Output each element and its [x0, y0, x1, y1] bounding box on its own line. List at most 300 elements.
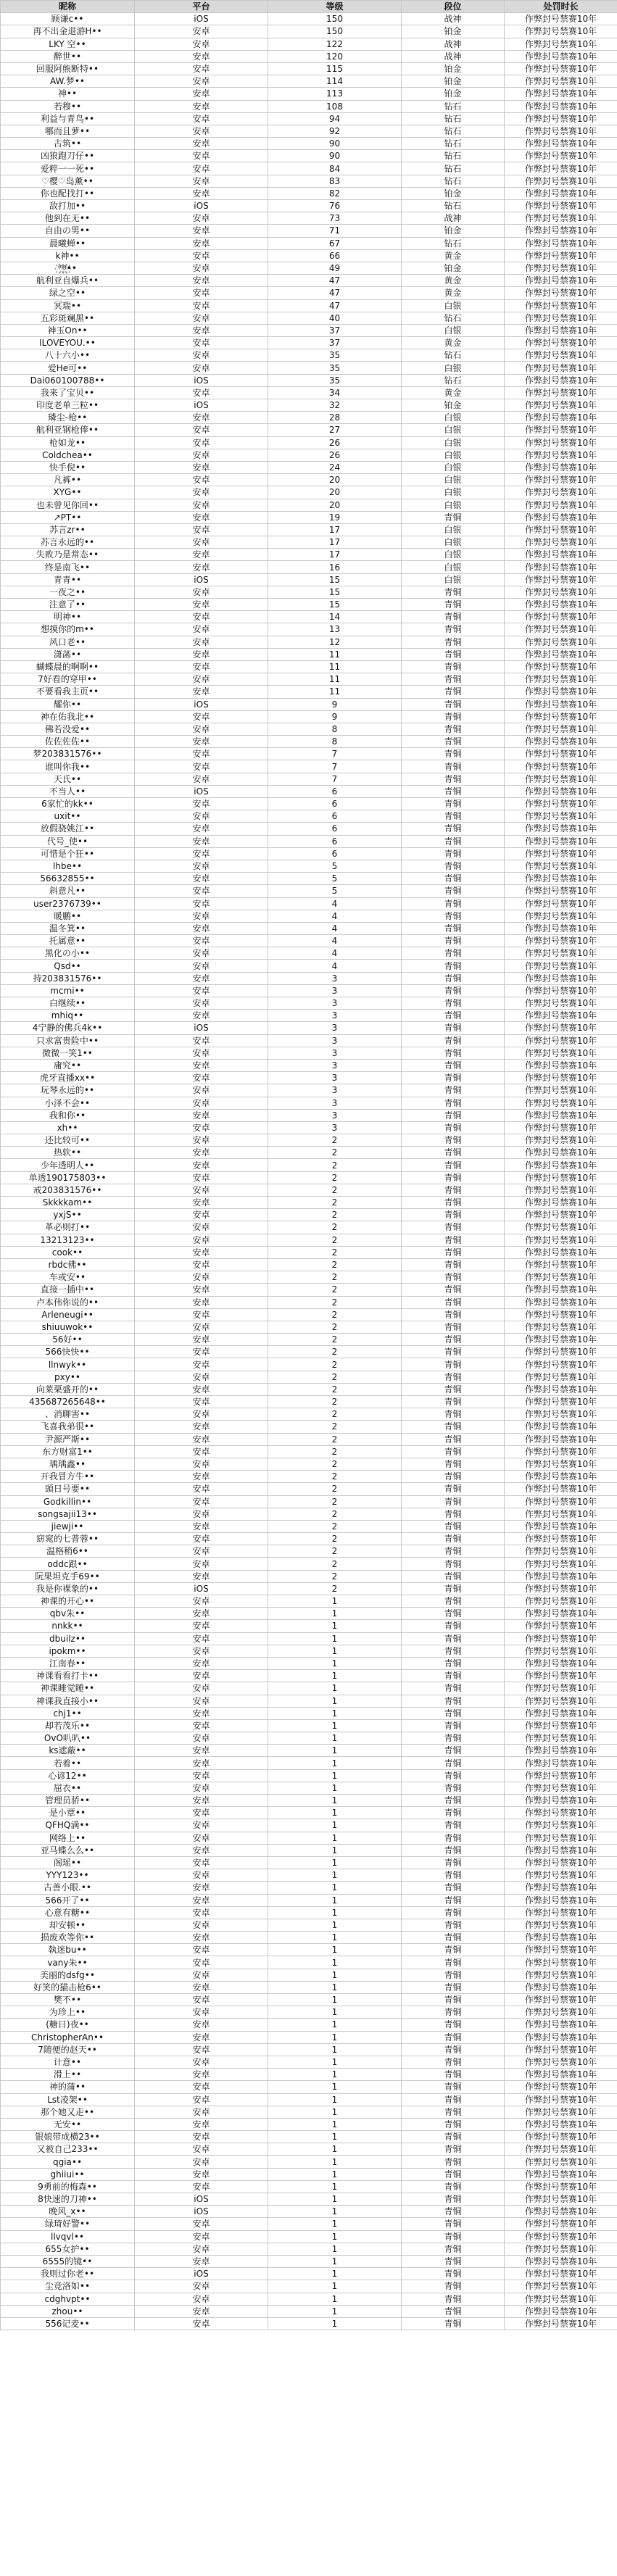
cell-penalty: 作弊封号禁赛10年	[505, 1334, 617, 1346]
cell-platform: 安卓	[135, 536, 268, 549]
cell-nickname: 单透190175803••	[1, 1171, 135, 1184]
cell-level: 5	[268, 885, 402, 897]
cell-penalty: 作弊封号禁赛10年	[505, 710, 617, 723]
cell-rank: 青铜	[402, 1533, 505, 1545]
cell-platform: 安卓	[135, 1558, 268, 1570]
cell-level: 94	[268, 112, 402, 125]
cell-penalty: 作弊封号禁赛10年	[505, 997, 617, 1010]
cell-nickname: zhou••	[1, 2305, 135, 2317]
cell-rank: 青铜	[402, 2168, 505, 2180]
cell-penalty: 作弊封号禁赛10年	[505, 449, 617, 461]
cell-penalty: 作弊封号禁赛10年	[505, 2056, 617, 2068]
cell-penalty: 作弊封号禁赛10年	[505, 810, 617, 823]
cell-nickname: 566快快••	[1, 1346, 135, 1358]
cell-level: 2	[268, 1445, 402, 1458]
cell-penalty: 作弊封号禁赛10年	[505, 1582, 617, 1595]
table-row	[1, 1421, 617, 1433]
cell-level: 2	[268, 1383, 402, 1395]
cell-rank: 青铜	[402, 1072, 505, 1084]
cell-level: 67	[268, 237, 402, 249]
cell-rank: 青铜	[402, 885, 505, 897]
table-row	[1, 424, 617, 436]
cell-level: 2	[268, 1147, 402, 1159]
cell-penalty: 作弊封号禁赛10年	[505, 1495, 617, 1508]
cell-platform: 安卓	[135, 25, 268, 38]
cell-level: 3	[268, 1034, 402, 1047]
cell-platform: 安卓	[135, 75, 268, 88]
cell-rank: 青铜	[402, 1296, 505, 1308]
cell-level: 2	[268, 1308, 402, 1321]
table-row	[1, 1732, 617, 1745]
cell-rank: 白银	[402, 449, 505, 461]
cell-platform: 安卓	[135, 947, 268, 960]
table-row	[1, 1197, 617, 1209]
cell-penalty: 作弊封号禁赛10年	[505, 1321, 617, 1333]
cell-penalty: 作弊封号禁赛10年	[505, 823, 617, 835]
table-row	[1, 25, 617, 38]
table-row	[1, 1994, 617, 2006]
cell-nickname: 蝴蝶晨的啊啊••	[1, 660, 135, 673]
table-row	[1, 798, 617, 810]
cell-nickname: ipokm••	[1, 1645, 135, 1657]
cell-penalty: 作弊封号禁赛10年	[505, 2106, 617, 2118]
table-row	[1, 349, 617, 362]
cell-rank: 青铜	[402, 2206, 505, 2218]
cell-penalty: 作弊封号禁赛10年	[505, 1969, 617, 1981]
table-row	[1, 1981, 617, 1993]
cell-level: 2	[268, 1371, 402, 1383]
cell-platform: 安卓	[135, 984, 268, 997]
cell-rank: 青铜	[402, 1433, 505, 1445]
cell-penalty: 作弊封号禁赛10年	[505, 673, 617, 686]
cell-platform: 安卓	[135, 1533, 268, 1545]
table-row	[1, 2168, 617, 2180]
cell-level: 1	[268, 1994, 402, 2006]
cell-rank: 黄金	[402, 386, 505, 399]
table-row	[1, 935, 617, 947]
table-row	[1, 1533, 617, 1545]
cell-penalty: 作弊封号禁赛10年	[505, 1894, 617, 1906]
cell-platform: 安卓	[135, 1944, 268, 1956]
cell-penalty: 作弊封号禁赛10年	[505, 2131, 617, 2143]
cell-penalty: 作弊封号禁赛10年	[505, 2006, 617, 2019]
table-row	[1, 1670, 617, 1682]
cell-platform: iOS	[135, 2193, 268, 2206]
cell-level: 37	[268, 337, 402, 349]
cell-rank: 青铜	[402, 2131, 505, 2143]
cell-rank: 青铜	[402, 1271, 505, 1284]
cell-level: 2	[268, 1458, 402, 1470]
cell-nickname: jiewji••	[1, 1520, 135, 1532]
cell-penalty: 作弊封号禁赛10年	[505, 1109, 617, 1121]
cell-level: 5	[268, 860, 402, 872]
table-row	[1, 1882, 617, 1894]
cell-platform: 安卓	[135, 1109, 268, 1121]
cell-platform: 安卓	[135, 486, 268, 499]
cell-platform: 安卓	[135, 1458, 268, 1470]
cell-penalty: 作弊封号禁赛10年	[505, 1209, 617, 1221]
cell-platform: 安卓	[135, 1321, 268, 1333]
cell-platform: 安卓	[135, 723, 268, 735]
cell-level: 11	[268, 648, 402, 660]
cell-rank: 青铜	[402, 2043, 505, 2056]
cell-nickname: 自由の男••	[1, 225, 135, 237]
cell-platform: 安卓	[135, 461, 268, 473]
cell-platform: iOS	[135, 2268, 268, 2280]
table-row	[1, 374, 617, 386]
cell-rank: 战神	[402, 38, 505, 50]
cell-nickname: 我和你••	[1, 1109, 135, 1121]
cell-level: 2	[268, 1433, 402, 1445]
cell-platform: 安卓	[135, 1284, 268, 1296]
cell-penalty: 作弊封号禁赛10年	[505, 1707, 617, 1719]
cell-platform: 安卓	[135, 773, 268, 785]
cell-rank: 钻石	[402, 125, 505, 137]
table-row	[1, 2006, 617, 2019]
cell-penalty: 作弊封号禁赛10年	[505, 162, 617, 175]
cell-platform: 安卓	[135, 523, 268, 536]
cell-platform: 安卓	[135, 935, 268, 947]
cell-nickname: 那个她又走••	[1, 2106, 135, 2118]
cell-penalty: 作弊封号禁赛10年	[505, 1471, 617, 1483]
cell-nickname: 若着••	[1, 1757, 135, 1769]
table-row	[1, 1969, 617, 1981]
cell-platform: 安卓	[135, 1246, 268, 1258]
cell-rank: 钻石	[402, 374, 505, 386]
table-row	[1, 2230, 617, 2243]
cell-nickname: 神课看看打卡••	[1, 1670, 135, 1682]
cell-rank: 黄金	[402, 249, 505, 262]
cell-rank: 青铜	[402, 823, 505, 835]
cell-penalty: 作弊封号禁赛10年	[505, 1271, 617, 1284]
cell-nickname: AW.梦••	[1, 75, 135, 88]
cell-rank: 青铜	[402, 935, 505, 947]
cell-platform: 安卓	[135, 1595, 268, 1608]
table-row	[1, 262, 617, 274]
cell-nickname: 飞喜我弟很••	[1, 1421, 135, 1433]
cell-level: 17	[268, 523, 402, 536]
cell-platform: 安卓	[135, 2230, 268, 2243]
cell-rank: 青铜	[402, 1134, 505, 1147]
cell-rank: 战神	[402, 50, 505, 62]
cell-nickname: 代号_使••	[1, 835, 135, 847]
cell-platform: 安卓	[135, 2093, 268, 2106]
cell-level: 2	[268, 1421, 402, 1433]
table-row	[1, 785, 617, 797]
cell-penalty: 作弊封号禁赛10年	[505, 1508, 617, 1520]
cell-rank: 青铜	[402, 1832, 505, 1844]
cell-nickname: 晨曦蝉••	[1, 237, 135, 249]
cell-platform: 安卓	[135, 1159, 268, 1171]
table-row	[1, 885, 617, 897]
cell-level: 1	[268, 1670, 402, 1682]
header-nickname: 昵称	[1, 1, 135, 13]
cell-level: 1	[268, 1595, 402, 1608]
table-row	[1, 1171, 617, 1184]
cell-rank: 黄金	[402, 287, 505, 299]
cell-platform: 安卓	[135, 1483, 268, 1495]
cell-level: 1	[268, 2317, 402, 2330]
cell-level: 4	[268, 910, 402, 922]
table-row	[1, 1695, 617, 1707]
table-row	[1, 112, 617, 125]
cell-platform: iOS	[135, 2206, 268, 2218]
cell-nickname: LKY 空••	[1, 38, 135, 50]
table-row	[1, 2043, 617, 2056]
cell-level: 2	[268, 1533, 402, 1545]
cell-nickname: Lst凌架••	[1, 2093, 135, 2106]
cell-penalty: 作弊封号禁赛10年	[505, 138, 617, 150]
cell-penalty: 作弊封号禁赛10年	[505, 549, 617, 561]
cell-level: 47	[268, 287, 402, 299]
table-row	[1, 1134, 617, 1147]
cell-rank: 青铜	[402, 873, 505, 885]
table-row	[1, 287, 617, 299]
cell-rank: 青铜	[402, 1657, 505, 1669]
cell-level: 1	[268, 2118, 402, 2130]
table-row	[1, 2093, 617, 2106]
cell-penalty: 作弊封号禁赛10年	[505, 1608, 617, 1620]
cell-penalty: 作弊封号禁赛10年	[505, 698, 617, 710]
table-row	[1, 1832, 617, 1844]
table-row	[1, 1707, 617, 1719]
table-row	[1, 710, 617, 723]
cell-level: 2	[268, 1570, 402, 1582]
cell-level: 1	[268, 1682, 402, 1695]
cell-nickname: 明神••	[1, 611, 135, 623]
cell-level: 3	[268, 1097, 402, 1109]
cell-penalty: 作弊封号禁赛10年	[505, 2031, 617, 2043]
cell-penalty: 作弊封号禁赛10年	[505, 1134, 617, 1147]
cell-penalty: 作弊封号禁赛10年	[505, 1296, 617, 1308]
cell-platform: 安卓	[135, 897, 268, 910]
cell-penalty: 作弊封号禁赛10年	[505, 1197, 617, 1209]
table-row	[1, 1084, 617, 1097]
cell-rank: 青铜	[402, 922, 505, 934]
cell-nickname: 黑化の小••	[1, 947, 135, 960]
cell-penalty: 作弊封号禁赛10年	[505, 2069, 617, 2081]
cell-penalty: 作弊封号禁赛10年	[505, 75, 617, 88]
cell-level: 90	[268, 150, 402, 162]
cell-rank: 青铜	[402, 1670, 505, 1682]
cell-level: 1	[268, 2305, 402, 2317]
cell-rank: 青铜	[402, 2317, 505, 2330]
cell-nickname: 凶狼跑刀仔••	[1, 150, 135, 162]
table-row	[1, 1097, 617, 1109]
cell-level: 15	[268, 573, 402, 586]
cell-penalty: 作弊封号禁赛10年	[505, 1856, 617, 1869]
cell-platform: 安卓	[135, 885, 268, 897]
cell-rank: 青铜	[402, 1022, 505, 1034]
cell-level: 4	[268, 935, 402, 947]
cell-platform: 安卓	[135, 1334, 268, 1346]
cell-platform: 安卓	[135, 1197, 268, 1209]
cell-penalty: 作弊封号禁赛10年	[505, 2093, 617, 2106]
cell-platform: 安卓	[135, 1782, 268, 1794]
cell-nickname: 五彩斑斓黑••	[1, 312, 135, 324]
cell-level: 1	[268, 1632, 402, 1645]
cell-rank: 白银	[402, 573, 505, 586]
cell-rank: 青铜	[402, 2255, 505, 2267]
cell-penalty: 作弊封号禁赛10年	[505, 611, 617, 623]
cell-penalty: 作弊封号禁赛10年	[505, 436, 617, 449]
cell-rank: 青铜	[402, 1246, 505, 1258]
cell-penalty: 作弊封号禁赛10年	[505, 2268, 617, 2280]
cell-rank: 白银	[402, 412, 505, 424]
cell-platform: 安卓	[135, 1969, 268, 1981]
cell-level: 3	[268, 1121, 402, 1134]
table-row	[1, 686, 617, 698]
cell-rank: 青铜	[402, 1582, 505, 1595]
cell-platform: 安卓	[135, 2069, 268, 2081]
cell-penalty: 作弊封号禁赛10年	[505, 586, 617, 598]
cell-rank: 青铜	[402, 660, 505, 673]
table-row	[1, 1346, 617, 1358]
cell-nickname: 4宁静的佛兵4k••	[1, 1022, 135, 1034]
cell-level: 1	[268, 2243, 402, 2255]
cell-nickname: 9勇前的梅森••	[1, 2180, 135, 2193]
cell-nickname: 又被自己233••	[1, 2143, 135, 2156]
cell-nickname: 天氏••	[1, 773, 135, 785]
cell-penalty: 作弊封号禁赛10年	[505, 125, 617, 137]
cell-penalty: 作弊封号禁赛10年	[505, 2118, 617, 2130]
cell-nickname: 你也配找打••	[1, 187, 135, 199]
cell-rank: 青铜	[402, 1819, 505, 1832]
cell-level: 4	[268, 897, 402, 910]
table-row	[1, 1433, 617, 1445]
table-row	[1, 2118, 617, 2130]
cell-level: 1	[268, 2043, 402, 2056]
cell-nickname: 435687265648••	[1, 1396, 135, 1408]
table-row	[1, 835, 617, 847]
cell-level: 8	[268, 736, 402, 748]
table-row	[1, 1471, 617, 1483]
cell-rank: 青铜	[402, 835, 505, 847]
cell-penalty: 作弊封号禁赛10年	[505, 1620, 617, 1632]
cell-penalty: 作弊封号禁赛10年	[505, 2293, 617, 2305]
table-row	[1, 1296, 617, 1308]
cell-rank: 青铜	[402, 1969, 505, 1981]
cell-level: 7	[268, 760, 402, 773]
cell-nickname: 古筑••	[1, 138, 135, 150]
cell-rank: 钻石	[402, 237, 505, 249]
table-row	[1, 1608, 617, 1620]
cell-nickname: ghiiui••	[1, 2168, 135, 2180]
cell-level: 108	[268, 100, 402, 112]
cell-platform: 安卓	[135, 860, 268, 872]
cell-penalty: 作弊封号禁赛10年	[505, 1757, 617, 1769]
cell-rank: 青铜	[402, 947, 505, 960]
cell-nickname: 潇菡••	[1, 648, 135, 660]
table-row	[1, 486, 617, 499]
cell-nickname: yxjS••	[1, 1209, 135, 1221]
table-row	[1, 1371, 617, 1383]
cell-penalty: 作弊封号禁赛10年	[505, 1059, 617, 1071]
cell-rank: 青铜	[402, 611, 505, 623]
cell-platform: 安卓	[135, 1134, 268, 1147]
cell-level: 2	[268, 1134, 402, 1147]
cell-level: 2	[268, 1209, 402, 1221]
cell-rank: 青铜	[402, 1695, 505, 1707]
cell-platform: 安卓	[135, 1769, 268, 1782]
cell-penalty: 作弊封号禁赛10年	[505, 2230, 617, 2243]
cell-platform: 安卓	[135, 225, 268, 237]
table-row	[1, 972, 617, 984]
cell-rank: 白银	[402, 461, 505, 473]
cell-nickname: 为珍上••	[1, 2006, 135, 2019]
cell-nickname: dbuilz••	[1, 1632, 135, 1645]
cell-penalty: 作弊封号禁赛10年	[505, 25, 617, 38]
cell-nickname: 56好••	[1, 1334, 135, 1346]
table-row	[1, 1657, 617, 1669]
cell-penalty: 作弊封号禁赛10年	[505, 50, 617, 62]
cell-platform: 安卓	[135, 972, 268, 984]
cell-platform: 安卓	[135, 436, 268, 449]
cell-nickname: 佐佐佐佐••	[1, 736, 135, 748]
cell-platform: 安卓	[135, 1121, 268, 1134]
cell-platform: 安卓	[135, 1047, 268, 1059]
table-row	[1, 50, 617, 62]
cell-level: 1	[268, 2206, 402, 2218]
cell-rank: 钻石	[402, 100, 505, 112]
cell-platform: 安卓	[135, 1869, 268, 1882]
cell-level: 2	[268, 1358, 402, 1371]
cell-level: 1	[268, 2131, 402, 2143]
cell-penalty: 作弊封号禁赛10年	[505, 984, 617, 997]
cell-level: 2	[268, 1396, 402, 1408]
cell-nickname: 持203831576••	[1, 972, 135, 984]
cell-rank: 青铜	[402, 2093, 505, 2106]
table-row	[1, 623, 617, 636]
cell-platform: 安卓	[135, 511, 268, 523]
table-row	[1, 1769, 617, 1782]
table-row	[1, 299, 617, 312]
cell-platform: 安卓	[135, 100, 268, 112]
cell-nickname: 终是南飞••	[1, 561, 135, 573]
table-row	[1, 436, 617, 449]
cell-rank: 青铜	[402, 748, 505, 760]
cell-penalty: 作弊封号禁赛10年	[505, 13, 617, 25]
cell-nickname: 敌打加••	[1, 200, 135, 212]
cell-platform: 安卓	[135, 1707, 268, 1719]
cell-platform: 安卓	[135, 1072, 268, 1084]
cell-platform: 安卓	[135, 362, 268, 374]
cell-platform: iOS	[135, 698, 268, 710]
cell-platform: 安卓	[135, 1932, 268, 1944]
cell-penalty: 作弊封号禁赛10年	[505, 847, 617, 860]
cell-level: 2	[268, 1258, 402, 1271]
cell-level: 3	[268, 984, 402, 997]
cell-nickname: 无安••	[1, 2118, 135, 2130]
cell-rank: 青铜	[402, 785, 505, 797]
cell-rank: 青铜	[402, 698, 505, 710]
cell-level: 1	[268, 1745, 402, 1757]
cell-nickname: Skkkkam••	[1, 1197, 135, 1209]
cell-nickname: 枪如龙••	[1, 436, 135, 449]
cell-rank: 青铜	[402, 710, 505, 723]
cell-nickname: 神••	[1, 88, 135, 100]
table-row	[1, 2317, 617, 2330]
table-row	[1, 337, 617, 349]
cell-rank: 青铜	[402, 1471, 505, 1483]
cell-platform: 安卓	[135, 1258, 268, 1271]
cell-level: 20	[268, 499, 402, 511]
cell-penalty: 作弊封号禁赛10年	[505, 1558, 617, 1570]
cell-level: 76	[268, 200, 402, 212]
cell-rank: 青铜	[402, 1334, 505, 1346]
cell-level: 6	[268, 847, 402, 860]
cell-rank: 青铜	[402, 1421, 505, 1433]
